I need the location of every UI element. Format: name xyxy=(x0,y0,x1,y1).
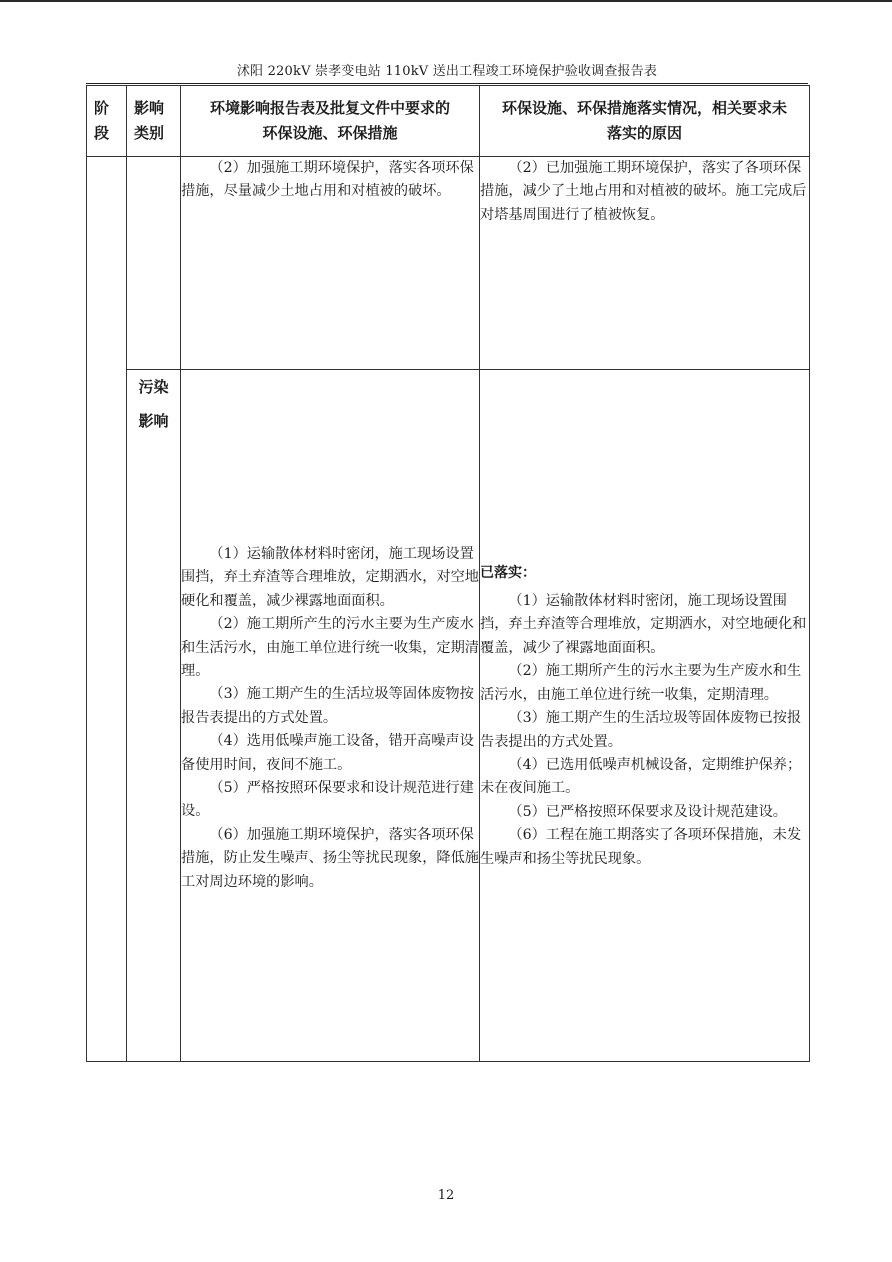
page-number: 12 xyxy=(437,1188,455,1203)
required-measures-cell xyxy=(181,157,480,370)
header-required-measures-line-1: 环境影响报告表及批复文件中要求的 xyxy=(209,99,450,117)
implementation-paragraph: （6）工程在施工期落实了各项环保措施，未发生噪声和扬尘等扰民现象。 xyxy=(480,827,802,867)
stage-cell xyxy=(87,157,127,1062)
required-measure-paragraph: （1）运输散体材料时密闭，施工现场设置围挡，弃土弃渣等合理堆放，定期洒水，对空地硬化和覆盖，减少裸露地面面积。 xyxy=(181,545,479,609)
implemented-label: 已落实： xyxy=(480,565,536,582)
header-required-measures-line-2: 环保设施、环保措施 xyxy=(262,124,398,142)
table-header-row xyxy=(87,86,810,157)
header-implementation-line-1: 环保设施、环保措施落实情况，相关要求未 xyxy=(501,99,787,117)
header-required-measures xyxy=(181,86,480,157)
report-table xyxy=(86,85,810,1062)
header-impact-type xyxy=(127,86,181,157)
implementation-paragraph: （5）已严格按照环保要求及设计规范建设。 xyxy=(508,803,787,820)
required-measure-paragraph: （4）选用低噪声施工设备，错开高噪声设备使用时间，夜间不施工。 xyxy=(181,733,474,773)
implementation-cell xyxy=(480,370,810,1062)
implementation-paragraph: （4）已选用低噪声机械设备，定期维护保养；未在夜间施工。 xyxy=(480,756,802,797)
required-measure-paragraph: （5）严格按照环保要求和设计规范进行建设。 xyxy=(181,780,474,820)
required-measure-paragraph: （6）加强施工期环境保护，落实各项环保措施，防止发生噪声、扬尘等扰民现象，降低施工对周边环境的影响。 xyxy=(181,826,479,890)
required-measure-paragraph: （3）施工期产生的生活垃圾等固体废物按报告表提出的方式处置。 xyxy=(181,686,474,726)
header-impact-type-line-1: 影响 xyxy=(134,99,165,117)
header-impact-type-line-2: 类别 xyxy=(134,124,165,142)
required-measure-paragraph: （2）加强施工期环境保护，落实各项环保措施，尽量减少土地占用和对植被的破坏。 xyxy=(181,160,474,200)
header-rule xyxy=(86,83,808,84)
implementation-cell xyxy=(480,157,810,370)
impact-type-line-2: 影响 xyxy=(138,412,169,430)
header-stage-line-2: 段 xyxy=(94,124,110,142)
impact-type-line-1: 污染 xyxy=(138,378,169,396)
header-stage xyxy=(87,86,127,157)
impact-type-cell-continued xyxy=(127,157,181,370)
header-stage-line-1: 阶 xyxy=(94,99,110,117)
impact-type-cell-pollution xyxy=(127,370,181,1062)
top-edge-rule xyxy=(0,0,892,2)
table-row xyxy=(87,157,810,370)
implementation-paragraph: （2）施工期所产生的污水主要为生产废水和生活污水，由施工单位进行统一收集，定期清理。 xyxy=(480,663,802,703)
implementation-paragraph: （3）施工期产生的生活垃圾等固体废物已按报告表提出的方式处置。 xyxy=(480,710,802,750)
table-row xyxy=(87,370,810,1062)
header-implementation xyxy=(480,86,810,157)
running-header: 沭阳 220kV 崇孝变电站 110kV 送出工程竣工环境保护验收调查报告表 xyxy=(236,64,658,79)
implementation-paragraph: （2）已加强施工期环境保护，落实了各项环保措施，减少了土地占用和对植被的破坏。施工完成后对塔基周围进行了植被恢复。 xyxy=(480,160,807,223)
required-measure-paragraph: （2）施工期所产生的污水主要为生产废水和生活污水，由施工单位进行统一收集，定期清理。 xyxy=(181,616,479,679)
required-measures-cell xyxy=(181,370,480,1062)
implementation-paragraph: （1）运输散体材料时密闭，施工现场设置围挡，弃土弃渣等合理堆放，定期洒水，对空地硬化和覆盖，减少了裸露地面面积。 xyxy=(480,593,807,656)
header-implementation-line-2: 落实的原因 xyxy=(606,124,682,142)
